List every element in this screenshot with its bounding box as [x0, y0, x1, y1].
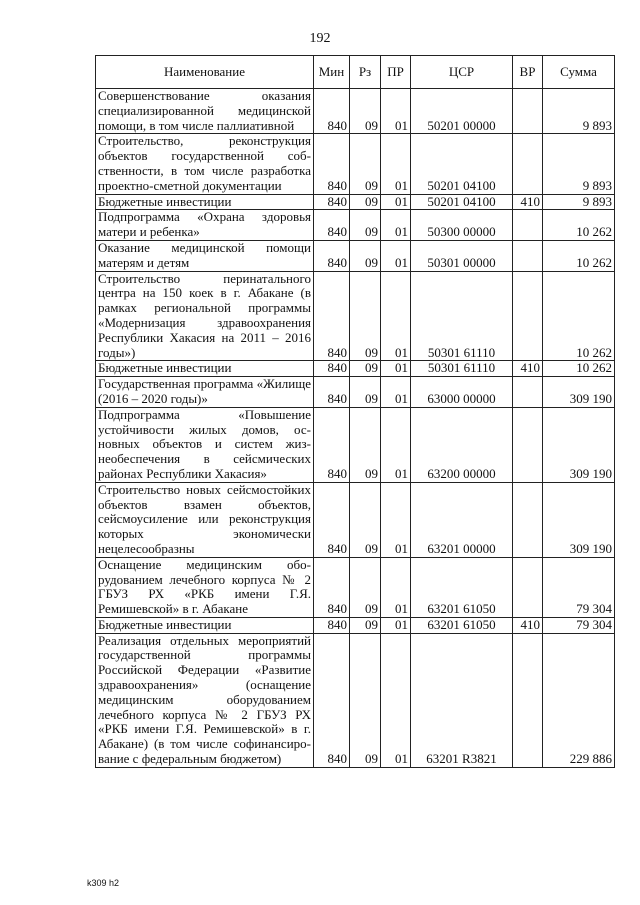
cell-pr: 01 — [381, 134, 411, 194]
cell-name: Бюджетные инвестиции — [96, 194, 314, 210]
cell-sum: 79 304 — [543, 617, 615, 633]
cell-pr: 01 — [381, 482, 411, 557]
cell-rz: 09 — [350, 377, 381, 408]
cell-min: 840 — [314, 240, 350, 271]
cell-vr: 410 — [513, 617, 543, 633]
table-row — [96, 377, 615, 408]
table-row — [96, 240, 615, 271]
cell-csr: 50201 04100 — [411, 134, 513, 194]
table-row — [96, 557, 615, 617]
cell-rz: 09 — [350, 557, 381, 617]
cell-pr: 01 — [381, 210, 411, 241]
table-row — [96, 482, 615, 557]
cell-sum: 79 304 — [543, 557, 615, 617]
document-code: k309 h2 — [87, 878, 120, 888]
cell-pr: 01 — [381, 633, 411, 767]
header-rz: Рз — [350, 56, 381, 89]
cell-name: Подпрограмма «Повышение устойчивости жилых домов, основных объектов и систем жизнеобеспечения в сейсмических районах Республики Хакасия» — [96, 407, 314, 482]
cell-csr: 50201 04100 — [411, 194, 513, 210]
cell-rz: 09 — [350, 134, 381, 194]
cell-vr — [513, 89, 543, 134]
cell-rz: 09 — [350, 617, 381, 633]
cell-rz: 09 — [350, 240, 381, 271]
cell-pr: 01 — [381, 89, 411, 134]
page-number: 192 — [309, 31, 331, 46]
cell-csr: 50301 61110 — [411, 361, 513, 377]
cell-name: Бюджетные инвестиции — [96, 361, 314, 377]
cell-csr: 50201 00000 — [411, 89, 513, 134]
header-vr: ВР — [513, 56, 543, 89]
cell-rz: 09 — [350, 89, 381, 134]
cell-vr — [513, 377, 543, 408]
cell-sum: 10 262 — [543, 240, 615, 271]
cell-name: Бюджетные инвестиции — [96, 617, 314, 633]
budget-table — [95, 55, 615, 768]
cell-min: 840 — [314, 633, 350, 767]
cell-name: Строительство, реконструкция объектов государственной собственности, в том числе разработка проектно-сметной документации — [96, 134, 314, 194]
cell-name: Оснащение медицинским оборудованием лечебного корпуса № 2 ГБУЗ РХ «РКБ имени Г.Я. Ремишевской» в г. Абакане — [96, 557, 314, 617]
cell-min: 840 — [314, 271, 350, 361]
cell-min: 840 — [314, 89, 350, 134]
header-min: Мин — [314, 56, 350, 89]
cell-pr: 01 — [381, 271, 411, 361]
cell-name: Оказание медицинской помощи матерям и детям — [96, 240, 314, 271]
cell-pr: 01 — [381, 194, 411, 210]
cell-csr: 50301 61110 — [411, 271, 513, 361]
cell-sum: 10 262 — [543, 210, 615, 241]
cell-rz: 09 — [350, 210, 381, 241]
table-row — [96, 633, 615, 767]
header-csr: ЦСР — [411, 56, 513, 89]
cell-rz: 09 — [350, 271, 381, 361]
table-row — [96, 89, 615, 134]
cell-sum: 9 893 — [543, 134, 615, 194]
cell-name: Подпрограмма «Охрана здоровья матери и ребенка» — [96, 210, 314, 241]
table-row — [96, 210, 615, 241]
cell-csr: 63200 00000 — [411, 407, 513, 482]
cell-csr: 63201 R3821 — [411, 633, 513, 767]
cell-min: 840 — [314, 482, 350, 557]
cell-sum: 9 893 — [543, 89, 615, 134]
cell-vr: 410 — [513, 361, 543, 377]
table-row — [96, 617, 615, 633]
cell-vr — [513, 134, 543, 194]
cell-min: 840 — [314, 134, 350, 194]
cell-pr: 01 — [381, 377, 411, 408]
cell-sum: 309 190 — [543, 377, 615, 408]
cell-min: 840 — [314, 557, 350, 617]
table-header-row — [96, 56, 615, 89]
cell-sum: 10 262 — [543, 271, 615, 361]
cell-csr: 63201 61050 — [411, 617, 513, 633]
cell-pr: 01 — [381, 617, 411, 633]
cell-vr — [513, 240, 543, 271]
cell-sum: 9 893 — [543, 194, 615, 210]
cell-name: Государственная программа «Жилище (2016 – 2020 годы)» — [96, 377, 314, 408]
cell-sum: 309 190 — [543, 482, 615, 557]
cell-csr: 50301 00000 — [411, 240, 513, 271]
table-row — [96, 271, 615, 361]
cell-vr — [513, 271, 543, 361]
header-pr: ПР — [381, 56, 411, 89]
table-row — [96, 134, 615, 194]
table-row — [96, 194, 615, 210]
cell-csr: 63201 00000 — [411, 482, 513, 557]
header-sum: Сумма — [543, 56, 615, 89]
header-name: Наименование — [96, 56, 314, 89]
cell-min: 840 — [314, 361, 350, 377]
cell-rz: 09 — [350, 407, 381, 482]
table-body — [96, 89, 615, 768]
cell-min: 840 — [314, 210, 350, 241]
cell-sum: 309 190 — [543, 407, 615, 482]
cell-sum: 229 886 — [543, 633, 615, 767]
cell-vr — [513, 557, 543, 617]
cell-name: Строительство перинатального центра на 150 коек в г. Абакане (в рамках региональной программы «Модернизация здравоохранения Республики Хакасия на 2011 – 2016 годы») — [96, 271, 314, 361]
cell-rz: 09 — [350, 194, 381, 210]
cell-csr: 63000 00000 — [411, 377, 513, 408]
cell-rz: 09 — [350, 482, 381, 557]
cell-vr — [513, 407, 543, 482]
cell-csr: 50300 00000 — [411, 210, 513, 241]
table-row — [96, 407, 615, 482]
cell-pr: 01 — [381, 407, 411, 482]
cell-csr: 63201 61050 — [411, 557, 513, 617]
cell-pr: 01 — [381, 557, 411, 617]
cell-vr — [513, 633, 543, 767]
cell-min: 840 — [314, 617, 350, 633]
table-row — [96, 361, 615, 377]
cell-rz: 09 — [350, 361, 381, 377]
cell-min: 840 — [314, 407, 350, 482]
cell-rz: 09 — [350, 633, 381, 767]
cell-min: 840 — [314, 377, 350, 408]
cell-name: Совершенствование оказания специализированной медицинской помощи, в том числе паллиативной — [96, 89, 314, 134]
cell-pr: 01 — [381, 240, 411, 271]
cell-vr — [513, 210, 543, 241]
cell-name: Строительство новых сейсмостойких объектов взамен объектов, сейсмоусиление или реконструкция которых экономически нецелесообразны — [96, 482, 314, 557]
cell-pr: 01 — [381, 361, 411, 377]
cell-sum: 10 262 — [543, 361, 615, 377]
cell-vr — [513, 482, 543, 557]
cell-vr: 410 — [513, 194, 543, 210]
cell-name: Реализация отдельных мероприятий государственной программы Российской Федерации «Развитие здравоохранения» (оснащение медицинским оборудованием лечебного корпуса № 2 ГБУЗ РХ «РКБ имени Г.Я. Ремишевской» в г. Абакане) (в том числе софинансирование с федеральным бюджетом) — [96, 633, 314, 767]
cell-min: 840 — [314, 194, 350, 210]
